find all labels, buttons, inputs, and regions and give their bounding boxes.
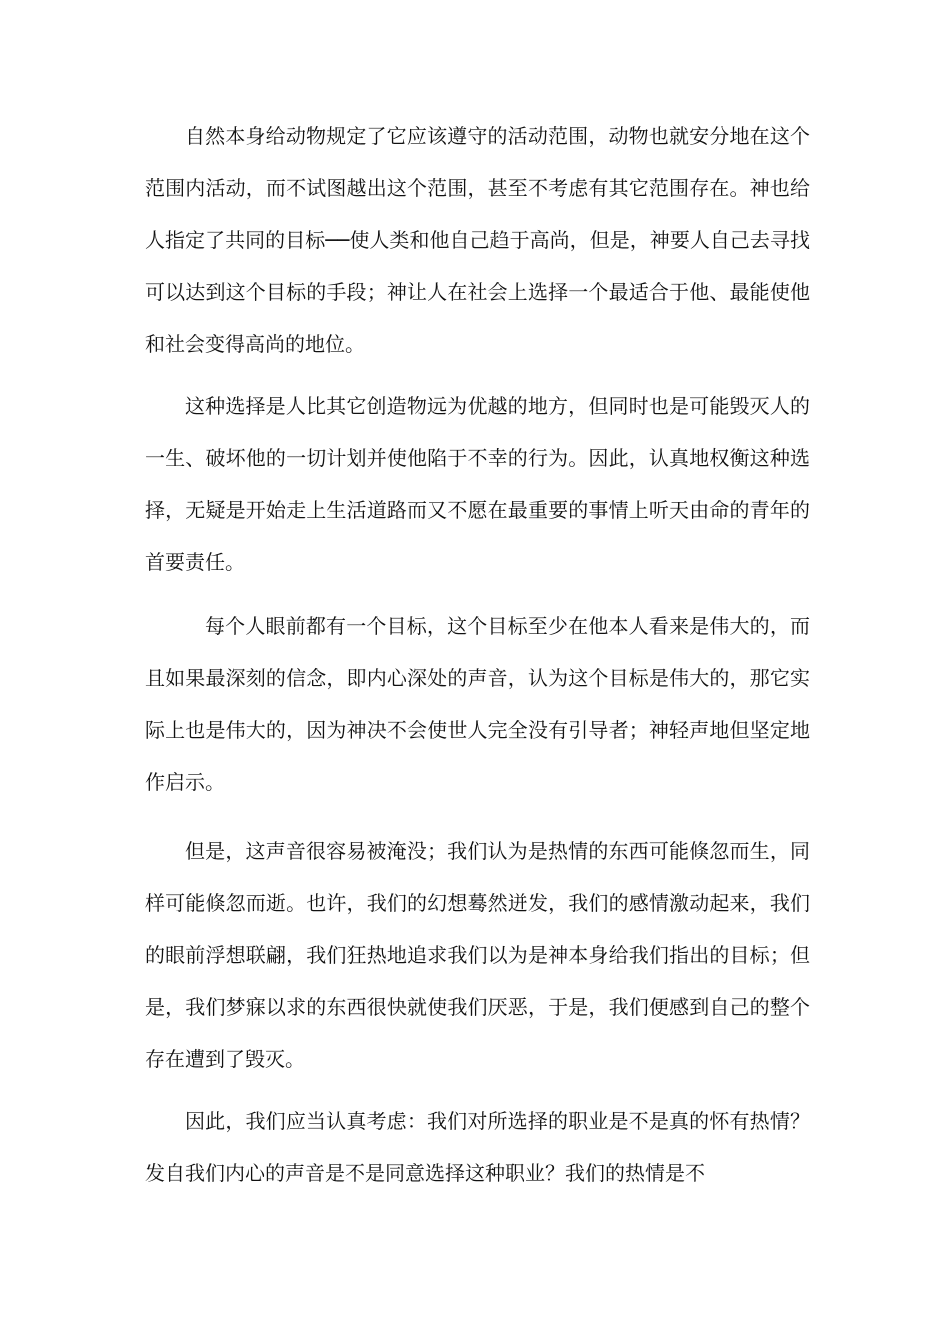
paragraph-5: 因此，我们应当认真考虑：我们对所选择的职业是不是真的怀有热情？发自我们内心的声音是不是同意选择这种职业？我们的热情是不 xyxy=(145,1109,810,1185)
paragraph-2: 这种选择是人比其它创造物远为优越的地方，但同时也是可能毁灭人的一生、破坏他的一切计划并使他陷于不幸的行为。因此，认真地权衡这种选择，无疑是开始走上生活道路而又不愿在最重要的事情上听天由命的青年的首要责任。 xyxy=(145,394,810,574)
paragraph-1: 自然本身给动物规定了它应该遵守的活动范围，动物也就安分地在这个范围内活动，而不试图越出这个范围，甚至不考虑有其它范围存在。神也给人指定了共同的目标──使人类和他自己趋于高尚，但是，神要人自己去寻找可以达到这个目标的手段；神让人在社会上选择一个最适合于他、最能使他和社会变得高尚的地位。 xyxy=(145,124,810,356)
paragraph-3: 每个人眼前都有一个目标，这个目标至少在他本人看来是伟大的，而且如果最深刻的信念，即内心深处的声音，认为这个目标是伟大的，那它实际上也是伟大的，因为神决不会使世人完全没有引导者；神轻声地但坚定地作启示。 xyxy=(145,614,810,794)
paragraph-4: 但是，这声音很容易被淹没；我们认为是热情的东西可能倏忽而生，同样可能倏忽而逝。也许，我们的幻想蓦然迸发，我们的感情激动起来，我们的眼前浮想联翩，我们狂热地追求我们以为是神本身给我们指出的目标；但是，我们梦寐以求的东西很快就使我们厌恶，于是，我们便感到自己的整个存在遭到了毁灭。 xyxy=(145,839,810,1071)
